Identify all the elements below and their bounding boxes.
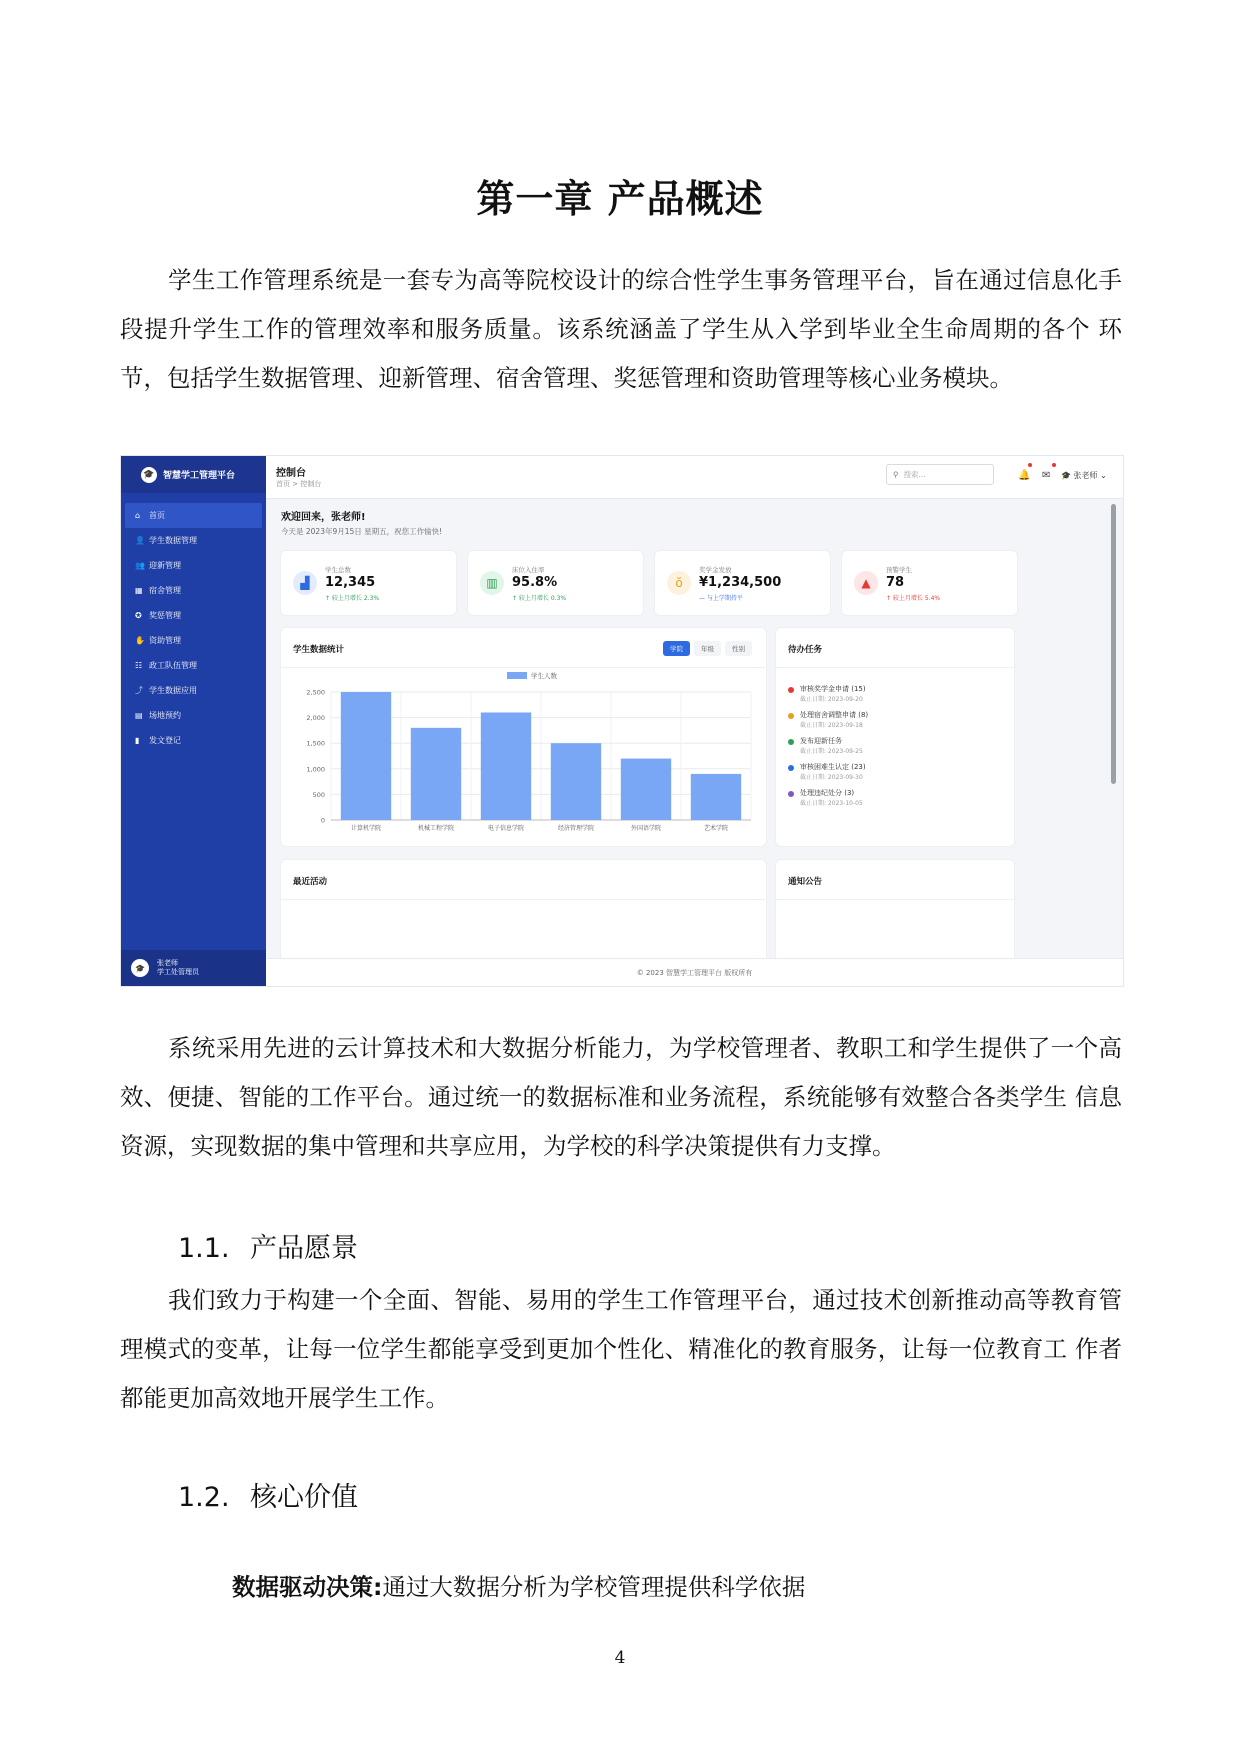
stat-change: ↑ 较上月增长 2.3% bbox=[325, 595, 380, 602]
chapter-title: 第一章 产品概述 bbox=[476, 177, 764, 221]
search-placeholder: 搜索... bbox=[903, 470, 926, 479]
stat-card[interactable] bbox=[655, 551, 830, 615]
sidebar-item-label: 场地预约 bbox=[149, 711, 181, 720]
stat-value: 12,345 bbox=[325, 575, 376, 590]
notice-title: 通知公告 bbox=[788, 877, 823, 887]
sidebar-item[interactable] bbox=[121, 528, 266, 553]
calendar-icon: ▤ bbox=[135, 711, 143, 720]
sidebar-menu bbox=[121, 493, 266, 753]
legend-swatch bbox=[507, 672, 527, 679]
stat-change: — 与上学期持平 bbox=[699, 595, 743, 602]
status-dot bbox=[788, 739, 794, 745]
recent-title: 最近活动 bbox=[293, 877, 328, 887]
bed-icon: ▥ bbox=[480, 571, 504, 595]
sidebar-item[interactable] bbox=[121, 603, 266, 628]
welcome-title: 欢迎回来，张老师! bbox=[281, 512, 366, 523]
team-icon: ☷ bbox=[135, 661, 143, 670]
section-number: 1.2. bbox=[178, 1482, 230, 1513]
value-text: 通过大数据分析为学校管理提供科学依据 bbox=[382, 1573, 806, 1601]
sidebar-item-label: 首页 bbox=[149, 511, 165, 520]
bar bbox=[551, 743, 601, 820]
stat-value: 78 bbox=[886, 575, 905, 590]
user-menu[interactable] bbox=[1061, 470, 1107, 481]
mail-dot bbox=[1052, 463, 1056, 467]
sidebar-user[interactable] bbox=[121, 950, 266, 986]
bar-chart bbox=[281, 670, 766, 840]
sidebar-item[interactable] bbox=[121, 628, 266, 653]
home-icon: ⌂ bbox=[135, 511, 141, 520]
stat-change: ↑ 较上月增长 0.3% bbox=[512, 595, 567, 602]
stat-label: 学生总数 bbox=[325, 566, 351, 574]
status-dot bbox=[788, 765, 794, 771]
x-tick-label: 外国语学院 bbox=[630, 825, 662, 832]
stat-change: ↑ 较上月增长 5.4% bbox=[886, 595, 941, 602]
sidebar-item-label: 资助管理 bbox=[149, 636, 181, 645]
stat-label: 奖学金发放 bbox=[699, 566, 732, 574]
user-plus-icon: 👥 bbox=[135, 561, 145, 570]
bar bbox=[341, 692, 391, 820]
todo-title: 处理违纪处分 (3) bbox=[800, 789, 855, 797]
section-title: 核心价值 bbox=[250, 1482, 358, 1513]
sidebar-item-label: 宿舍管理 bbox=[149, 586, 181, 595]
sidebar-item-label: 学生数据管理 bbox=[149, 536, 197, 545]
medal-icon: ŏ bbox=[667, 571, 691, 595]
tab-college[interactable]: 学院 bbox=[663, 641, 690, 656]
todo-due: 截止日期: 2023-09-30 bbox=[800, 774, 863, 781]
section-title: 产品愿景 bbox=[250, 1233, 358, 1264]
chart-tabs bbox=[663, 641, 752, 656]
stat-value: ¥1,234,500 bbox=[699, 575, 782, 590]
sidebar-item-label: 迎新管理 bbox=[149, 561, 181, 570]
brand-name: 智慧学工管理平台 bbox=[163, 471, 236, 481]
section-heading-value bbox=[178, 1475, 358, 1514]
stat-card[interactable] bbox=[842, 551, 1017, 615]
bar bbox=[691, 774, 741, 820]
stat-card[interactable] bbox=[281, 551, 456, 615]
status-dot bbox=[788, 791, 794, 797]
section-number: 1.1. bbox=[178, 1233, 230, 1264]
x-tick-label: 艺术学院 bbox=[703, 825, 729, 832]
vision-paragraph: 我们致力于构建一个全面、智能、易用的学生工作管理平台，通过技术创新推动高等教育管 理模式的变革，让每一位学生都能享受到更加个性化、精准化的教育服务，让每一位教育工 作者都能更加高效地开展学生工作。 bbox=[120, 1286, 1122, 1412]
page-number: 4 bbox=[614, 1648, 626, 1668]
sidebar bbox=[121, 456, 266, 986]
tech-paragraph: 系统采用先进的云计算技术和大数据分析能力，为学校管理者、教职工和学生提供了一个高 效、便捷、智能的工作平台。通过统一的数据标准和业务流程，系统能够有效整合各类学生 信息资源，实现数据的集中管理和共享应用，为学校的科学决策提供有力支撑。 bbox=[120, 1034, 1122, 1160]
sidebar-item[interactable] bbox=[121, 553, 266, 578]
tab-grade[interactable]: 年级 bbox=[694, 641, 721, 656]
chart-icon: ⤴ bbox=[135, 686, 143, 695]
stat-value: 95.8% bbox=[512, 575, 558, 590]
todo-title: 发布迎新任务 bbox=[800, 737, 842, 745]
file-icon: ▮ bbox=[135, 736, 140, 745]
bar bbox=[411, 728, 461, 820]
topbar-user-name: 张老师 bbox=[1073, 471, 1098, 480]
y-tick-label: 1,500 bbox=[306, 739, 325, 748]
sidebar-item-label: 政工队伍管理 bbox=[149, 661, 197, 670]
todo-card bbox=[776, 628, 1014, 846]
welcome bbox=[281, 508, 442, 537]
stat-label: 预警学生 bbox=[886, 566, 912, 574]
user-icon: 👤 bbox=[135, 536, 145, 545]
search-icon: ⚲ bbox=[893, 470, 899, 479]
intro-paragraph: 学生工作管理系统是一套专为高等院校设计的综合性学生事务管理平台，旨在通过信息化手 段提升学生工作的管理效率和服务质量。该系统涵盖了学生从入学到毕业全生命周期的各个 环节，包括学生数据管理、迎新管理、宿舍管理、奖惩管理和资助管理等核心业务模块。 bbox=[120, 266, 1122, 392]
stat-card[interactable] bbox=[468, 551, 643, 615]
graduation-cap-icon: 🎓 bbox=[1061, 471, 1071, 480]
bar bbox=[481, 712, 531, 820]
value-label: 数据驱动决策: bbox=[232, 1573, 383, 1601]
x-tick-label: 经济管理学院 bbox=[557, 825, 595, 832]
chevron-down-icon: ⌄ bbox=[1100, 471, 1107, 480]
notification-dot bbox=[1028, 463, 1032, 467]
status-dot bbox=[788, 687, 794, 693]
building-icon: ▦ bbox=[135, 586, 143, 595]
bar bbox=[621, 759, 671, 820]
graduation-cap-icon: 🎓 bbox=[141, 467, 157, 483]
chart-card-title: 学生数据统计 bbox=[293, 645, 345, 655]
user-role: 学工处管理员 bbox=[157, 968, 199, 976]
students-icon: ▟ bbox=[293, 571, 317, 595]
x-tick-label: 计算机学院 bbox=[350, 825, 382, 832]
x-tick-label: 电子信息学院 bbox=[487, 825, 525, 832]
todo-title: 审核奖学金申请 (15) bbox=[800, 685, 866, 693]
status-dot bbox=[788, 713, 794, 719]
notice-card bbox=[776, 860, 1014, 970]
bell-icon[interactable]: 🔔 bbox=[1018, 470, 1031, 481]
todo-title: 处理宿舍调整申请 (8) bbox=[800, 711, 869, 719]
sidebar-item[interactable] bbox=[121, 678, 266, 703]
main-content bbox=[266, 498, 1123, 958]
user-name: 张老师 bbox=[157, 959, 178, 967]
todo-due: 截止日期: 2023-10-05 bbox=[800, 800, 863, 807]
y-tick-label: 500 bbox=[312, 790, 325, 799]
mail-icon[interactable]: ✉ bbox=[1042, 470, 1051, 481]
sidebar-item[interactable] bbox=[121, 728, 266, 753]
scrollbar[interactable] bbox=[1111, 504, 1116, 784]
search-input[interactable] bbox=[886, 464, 994, 485]
avatar-icon: 🎓 bbox=[131, 959, 149, 977]
sidebar-item[interactable] bbox=[121, 703, 266, 728]
sidebar-item-label: 发文登记 bbox=[149, 736, 181, 745]
welcome-subtitle: 今天是 2023年9月15日 星期五，祝您工作愉快! bbox=[281, 527, 443, 536]
todo-due: 截止日期: 2023-09-25 bbox=[800, 748, 863, 755]
dashboard-screenshot bbox=[120, 455, 1124, 987]
core-value-item bbox=[232, 1568, 805, 1602]
sidebar-item[interactable] bbox=[121, 578, 266, 603]
sidebar-item-label: 学生数据应用 bbox=[149, 686, 197, 695]
todo-due: 截止日期: 2023-09-20 bbox=[800, 696, 863, 703]
x-tick-label: 机械工程学院 bbox=[417, 825, 455, 832]
y-tick-label: 2,500 bbox=[306, 688, 325, 697]
y-tick-label: 1,000 bbox=[306, 765, 325, 774]
brand[interactable] bbox=[121, 456, 266, 493]
section-heading-vision bbox=[178, 1226, 358, 1265]
breadcrumb[interactable]: 首页 > 控制台 bbox=[276, 480, 322, 488]
chart-card bbox=[281, 628, 766, 846]
stat-label: 床位入住率 bbox=[512, 566, 545, 574]
y-tick-label: 0 bbox=[320, 816, 325, 825]
sidebar-item-label: 奖惩管理 bbox=[149, 611, 181, 620]
recent-activity-card bbox=[281, 860, 766, 970]
sidebar-item[interactable] bbox=[125, 503, 262, 528]
warning-icon: ▲ bbox=[854, 571, 878, 595]
todo-title: 审核困难生认定 (23) bbox=[800, 763, 866, 771]
award-icon: ✪ bbox=[135, 611, 142, 620]
todo-title: 待办任务 bbox=[788, 645, 823, 655]
sidebar-item[interactable] bbox=[121, 653, 266, 678]
y-tick-label: 2,000 bbox=[306, 714, 325, 723]
tab-gender[interactable]: 性别 bbox=[725, 641, 752, 656]
page-title: 控制台 bbox=[276, 468, 306, 479]
hand-icon: ✋ bbox=[135, 636, 145, 645]
legend-label: 学生人数 bbox=[531, 672, 557, 680]
topbar bbox=[266, 456, 1123, 499]
todo-due: 截止日期: 2023-09-18 bbox=[800, 722, 863, 729]
footer: © 2023 智慧学工管理平台 版权所有 bbox=[266, 958, 1123, 987]
